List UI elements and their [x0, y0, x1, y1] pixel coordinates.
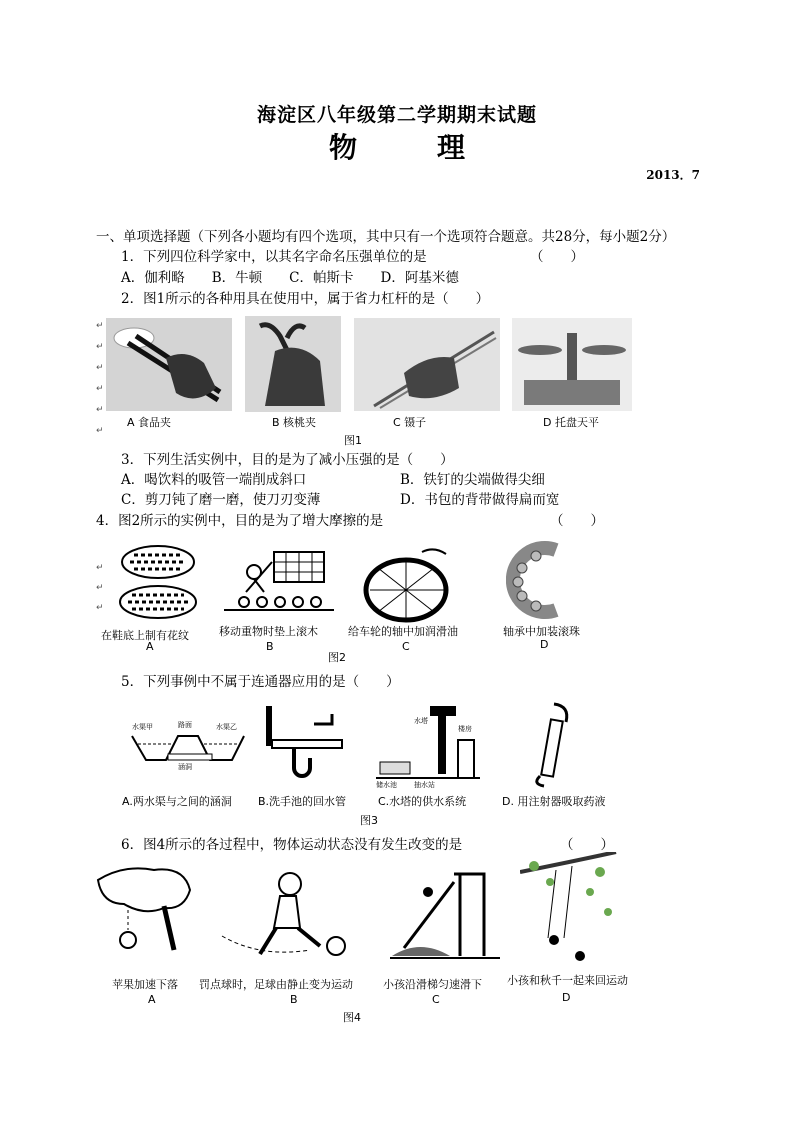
q4-letter-b: B [266, 640, 274, 653]
q1-stem: 1．下列四位科学家中，以其名字命名压强单位的是 [121, 249, 427, 265]
sink-trap-image [264, 704, 346, 786]
q2-caption-a: A 食品夹 [127, 416, 172, 429]
figure-3-label: 图3 [360, 814, 378, 827]
q6-stem: 6．图4所示的各过程中，物体运动状态没有发生改变的是 [121, 837, 463, 853]
q2-caption-b: B 核桃夹 [272, 416, 317, 429]
figure-2-label: 图2 [328, 651, 346, 664]
pool-label: 储水池 [376, 781, 397, 789]
q4-caption-d: 轴承中加装滚珠 [503, 625, 580, 638]
q1-answer-paren: （ ） [530, 249, 584, 265]
canal-a-label: 水渠甲 [132, 723, 153, 731]
syringe-image [520, 700, 586, 788]
swing-image [520, 852, 618, 968]
ball-bearing-image [506, 540, 570, 620]
q3-option-b: B．铁钉的尖端做得尖细 [400, 472, 545, 488]
q2-caption-c: C 镊子 [393, 416, 427, 429]
q6-caption-c: 小孩沿滑梯匀速滑下 [383, 978, 482, 991]
q5-caption-c: C.水塔的供水系统 [378, 795, 467, 808]
q5-caption-b: B.洗手池的回水管 [258, 795, 347, 808]
canal-b-label: 水渠乙 [216, 723, 237, 731]
q5-caption-d: D. 用注射器吸取药液 [502, 795, 606, 808]
q5-stem: 5．下列事例中不属于连通器应用的是（ ） [121, 674, 400, 690]
culvert-label: 涵洞 [178, 763, 192, 771]
q4-letter-d: D [540, 638, 549, 651]
rollers-image [224, 544, 334, 614]
paragraph-marks: ↵ ↵ ↵ ↵ ↵ ↵ [96, 321, 104, 436]
q4-answer-paren: （ ） [550, 513, 604, 529]
q6-letter-b: B [290, 993, 298, 1006]
tower-label: 水塔 [414, 717, 428, 725]
q6-caption-a: 苹果加速下落 [112, 978, 178, 991]
q4-caption-c: 给车轮的轴中加润滑油 [348, 625, 458, 638]
q6-letter-d: D [562, 991, 571, 1004]
q4-caption-a: 在鞋底上制有花纹 [101, 629, 189, 642]
q6-letter-c: C [432, 993, 440, 1006]
q3-option-d: D．书包的背带做得扁而宽 [400, 492, 560, 508]
section-heading: 一、单项选择题（下列各小题均有四个选项，其中只有一个选项符合题意。共28分，每小题2分） [96, 229, 676, 245]
slide-image [390, 868, 500, 960]
q1-options: A．伽利略 B．牛顿 C．帕斯卡 D．阿基米德 [121, 270, 459, 286]
q6-letter-a: A [148, 993, 156, 1006]
q3-option-c: C．剪刀钝了磨一磨，使刀刃变薄 [121, 492, 321, 508]
figure-4-label: 图4 [343, 1011, 361, 1024]
apple-tree-image [94, 860, 194, 956]
canal-culvert-image [128, 720, 248, 772]
q2-caption-d: D 托盘天平 [543, 416, 599, 429]
q6-caption-d: 小孩和秋千一起来回运动 [507, 974, 628, 987]
water-tower-image [376, 704, 480, 790]
figure-1-label: 图1 [344, 434, 362, 447]
q2-stem: 2．图1所示的各种用具在使用中，属于省力杠杆的是（ ） [121, 291, 490, 307]
exam-date: 2013．7 [646, 168, 700, 182]
subject-title: 物 理 [328, 131, 491, 164]
tweezers-image [354, 318, 500, 411]
q6-caption-b: 罚点球时，足球由静止变为运动 [199, 978, 353, 991]
paragraph-marks-2: ↵ ↵ ↵ [96, 563, 104, 613]
q3-stem: 3．下列生活实例中，目的是为了减小压强的是（ ） [121, 452, 454, 468]
q6-answer-paren: （ ） [560, 837, 614, 853]
balance-scale-image [512, 318, 632, 411]
exam-title: 海淀区八年级第二学期期末试题 [256, 104, 537, 126]
building-label: 楼房 [458, 725, 472, 733]
food-tongs-image [106, 318, 232, 411]
q4-letter-c: C [402, 640, 410, 653]
shoe-sole-image [116, 540, 200, 624]
road-label: 路面 [178, 721, 192, 729]
q4-caption-b: 移动重物时垫上滚木 [219, 625, 318, 638]
q4-letter-a: A [146, 640, 154, 653]
nutcracker-image [245, 316, 341, 412]
penalty-kick-image [220, 866, 350, 962]
pump-label: 抽水站 [414, 781, 435, 789]
bicycle-wheel-image [362, 544, 458, 624]
q4-stem: 4．图2所示的实例中，目的是为了增大摩擦的是 [96, 513, 384, 529]
q5-caption-a: A.两水渠与之间的涵洞 [122, 795, 232, 808]
q3-option-a: A．喝饮料的吸管一端削成斜口 [121, 472, 307, 488]
